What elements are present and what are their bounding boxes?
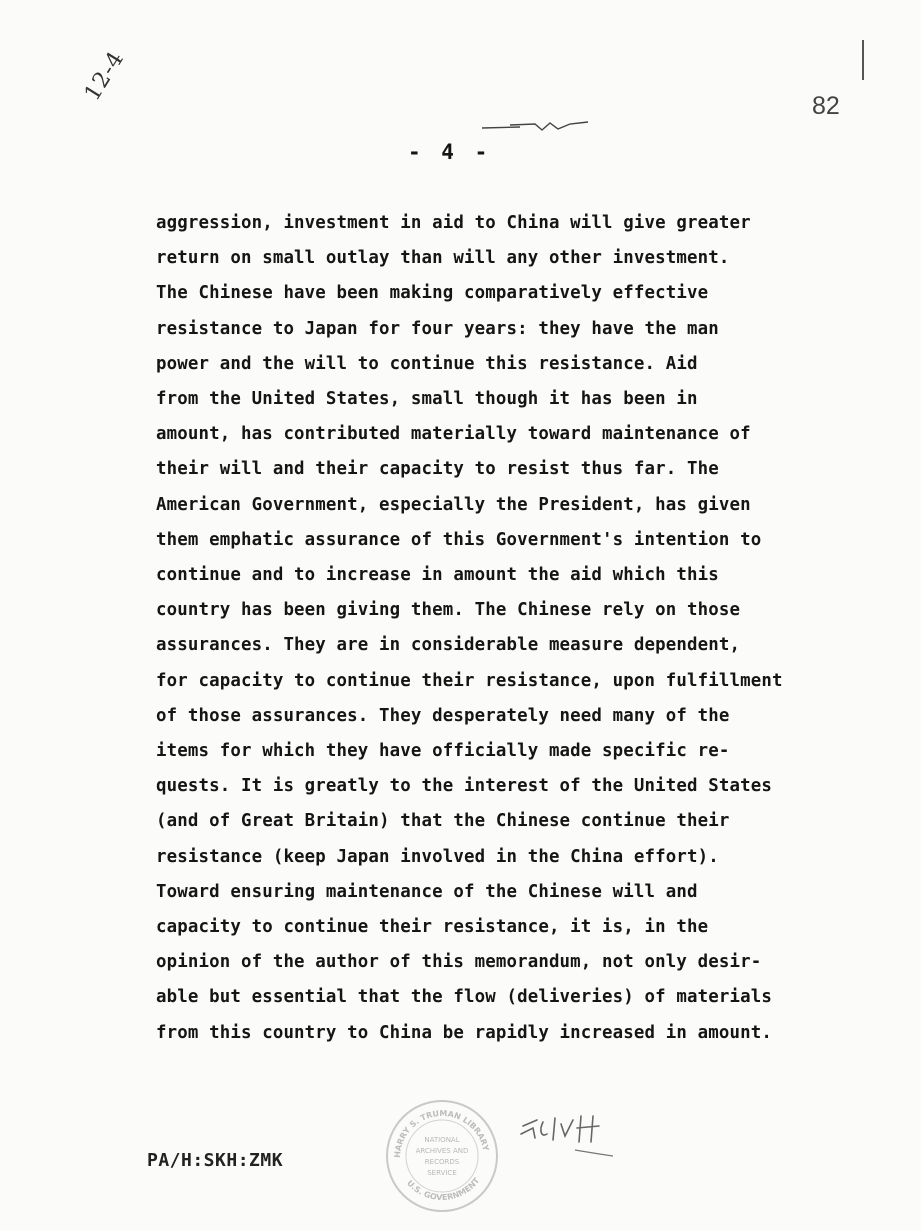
text-line: American Government, especially the President, has given (156, 494, 751, 515)
text-line: resistance to Japan for four years: they have the man (156, 318, 719, 339)
text-line: (and of Great Britain) that the Chinese continue their (156, 811, 730, 832)
text-line: resistance (keep Japan involved in the China effort). (156, 846, 719, 867)
seal-line-2: ARCHIVES AND (415, 1147, 469, 1155)
memorandum-body (156, 206, 796, 1051)
text-line: items for which they have officially made specific re- (156, 741, 730, 762)
seal-line-4: SERVICE (427, 1169, 457, 1177)
seal-outer-text: HARRY S. TRUMAN LIBRARY (392, 1108, 491, 1159)
text-line: them emphatic assurance of this Government's intention to (156, 529, 762, 550)
text-line: amount, has contributed materially toward maintenance of (156, 424, 751, 445)
text-line: able but essential that the flow (deliveries) of materials (156, 987, 772, 1008)
text-line: for capacity to continue their resistance, upon fulfillment (156, 670, 783, 691)
reference-code: PA/H:SKH:ZMK (147, 1150, 284, 1171)
seal-bottom-text: U.S. GOVERNMENT (405, 1176, 482, 1203)
svg-text:U.S. GOVERNMENT (405, 1176, 482, 1202)
handwritten-margin-note: 12-4 (80, 46, 130, 106)
margin-rule (862, 40, 864, 80)
handwritten-initials (515, 1108, 620, 1163)
text-line: The Chinese have been making comparatively effective (156, 283, 709, 304)
archive-page-stamp: 82 (812, 92, 840, 120)
text-line: opinion of the author of this memorandum, not only desir- (156, 952, 762, 973)
seal-line-1: NATIONAL (424, 1136, 460, 1144)
archive-seal-stamp (382, 1096, 502, 1216)
seal-line-3: RECORDS (424, 1158, 460, 1166)
text-line: assurances. They are in considerable measure dependent, (156, 635, 741, 656)
text-line: from the United States, small though it has been in (156, 389, 698, 410)
text-line: quests. It is greatly to the interest of the United States (156, 776, 772, 797)
page-number: - 4 - (408, 140, 492, 164)
text-line: from this country to China be rapidly increased in amount. (156, 1022, 772, 1043)
text-line: power and the will to continue this resistance. Aid (156, 353, 698, 374)
text-line: country has been giving them. The Chinese rely on those (156, 600, 741, 621)
pen-scribble (480, 118, 590, 136)
text-line: capacity to continue their resistance, it is, in the (156, 917, 709, 938)
text-line: return on small outlay than will any other investment. (156, 248, 730, 269)
text-line: their will and their capacity to resist thus far. The (156, 459, 719, 480)
text-line: of those assurances. They desperately need many of the (156, 705, 730, 726)
text-line: aggression, investment in aid to China will give greater (156, 213, 751, 233)
text-line: continue and to increase in amount the aid which this (156, 565, 719, 586)
text-line: Toward ensuring maintenance of the Chinese will and (156, 881, 698, 902)
